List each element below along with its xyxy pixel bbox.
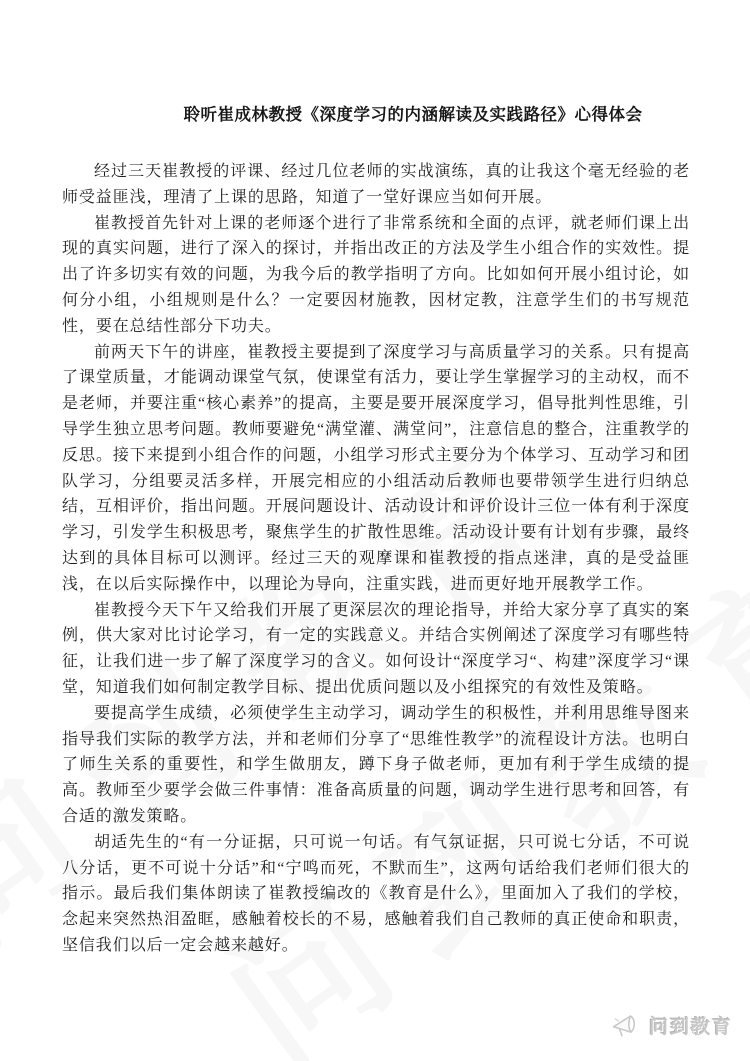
document-title: 聆听崔成林教授《深度学习的内涵解读及实践路径》心得体会 [183, 105, 643, 124]
paragraph-theory: 崔教授今天下午又给我们开展了更深层次的理论指导，并给大家分享了真实的案例，供大家对比讨论学习，有一定的实践意义。并结合实例阐述了深度学习有哪些特征，让我们进一步了解了深度学习的含义。如何设计“深度学习“、构建”深度学习“课堂，知道我们如何制定教学目标、提出优质问题以及小组探究的有效性及策略。 [62, 601, 690, 696]
document-content [62, 102, 690, 959]
megaphone-icon [610, 1011, 642, 1039]
paragraph-lecture: 前两天下午的讲座，崔教授主要提到了深度学习与高质量学习的关系。只有提高了课堂质量，才能调动课堂气氛，使课堂有活力，要让学生掌握学习的主动权，而不是老师，并要注重“核心素养”的提高，主要是要开展深度学习，倡导批判性思维，引导学生独立思考问题。教师要避免“满堂灌、满堂问”，注意信息的整合，注重教学的反思。接下来提到小组合作的问题，小组学习形式主要分为个体学习、互动学习和团队学习，分组要灵活多样，开展完相应的小组活动后教师也要带领学生进行归纳总结，互相评价，指出问题。开展问题设计、活动设计和评价设计三位一体有利于深度学习，引发学生积极思考，聚焦学生的扩散性思维。活动设计要有计划有步骤，最终达到的具体目标可以测评。经过三天的观摩课和崔教授的指点迷津，真的是受益匪浅，在以后实际操作中，以理论为导向，注重实践，进而更好地开展教学工作。 [62, 343, 690, 593]
brand-name-text: 问到教育 [649, 1016, 734, 1038]
paragraph-methods: 要提高学生成绩，必须使学生主动学习，调动学生的积极性，并利用思维导图来指导我们实际的教学方法，并和老师们分享了“思维性教学”的流程设计方法。也明白了师生关系的重要性，和学生做朋友，蹲下身子做老师，更加有利于学生成绩的提高。教师至少要学会做三件事情：准备高质量的问题，调动学生进行思考和回答，有合适的激发策略。 [62, 704, 690, 825]
brand-logo [610, 1011, 733, 1039]
paragraph-closing: 胡适先生的“有一分证据，只可说一句话。有气氛证据，只可说七分话，不可说八分话，更不可说十分话”和“宁鸣而死，不默而生”，这两句话给我们老师们很大的指示。最后我们集体朗读了崔教授编改的《教育是什么》，里面加入了我们的学校，念起来突然热泪盈眶，感触着校长的不易，感触着我们自己教师的真正使命和职责，坚信我们以后一定会越来越好。 [62, 833, 690, 954]
paragraph-intro: 经过三天崔教授的评课、经过几位老师的实战演练，真的让我这个毫无经验的老师受益匪浅，理清了上课的思路，知道了一堂好课应当如何开展。 [62, 163, 690, 206]
paragraph-comments: 崔教授首先针对上课的老师逐个进行了非常系统和全面的点评，就老师们课上出现的真实问题，进行了深入的探讨，并指出改正的方法及学生小组合作的实效性。提出了许多切实有效的问题，为我今后的教学指明了方向。比如如何开展小组讨论，如何分小组，小组规则是什么？一定要因材施教，因材定教，注意学生们的书写规范性，要在总结性部分下功夫。 [62, 214, 690, 335]
